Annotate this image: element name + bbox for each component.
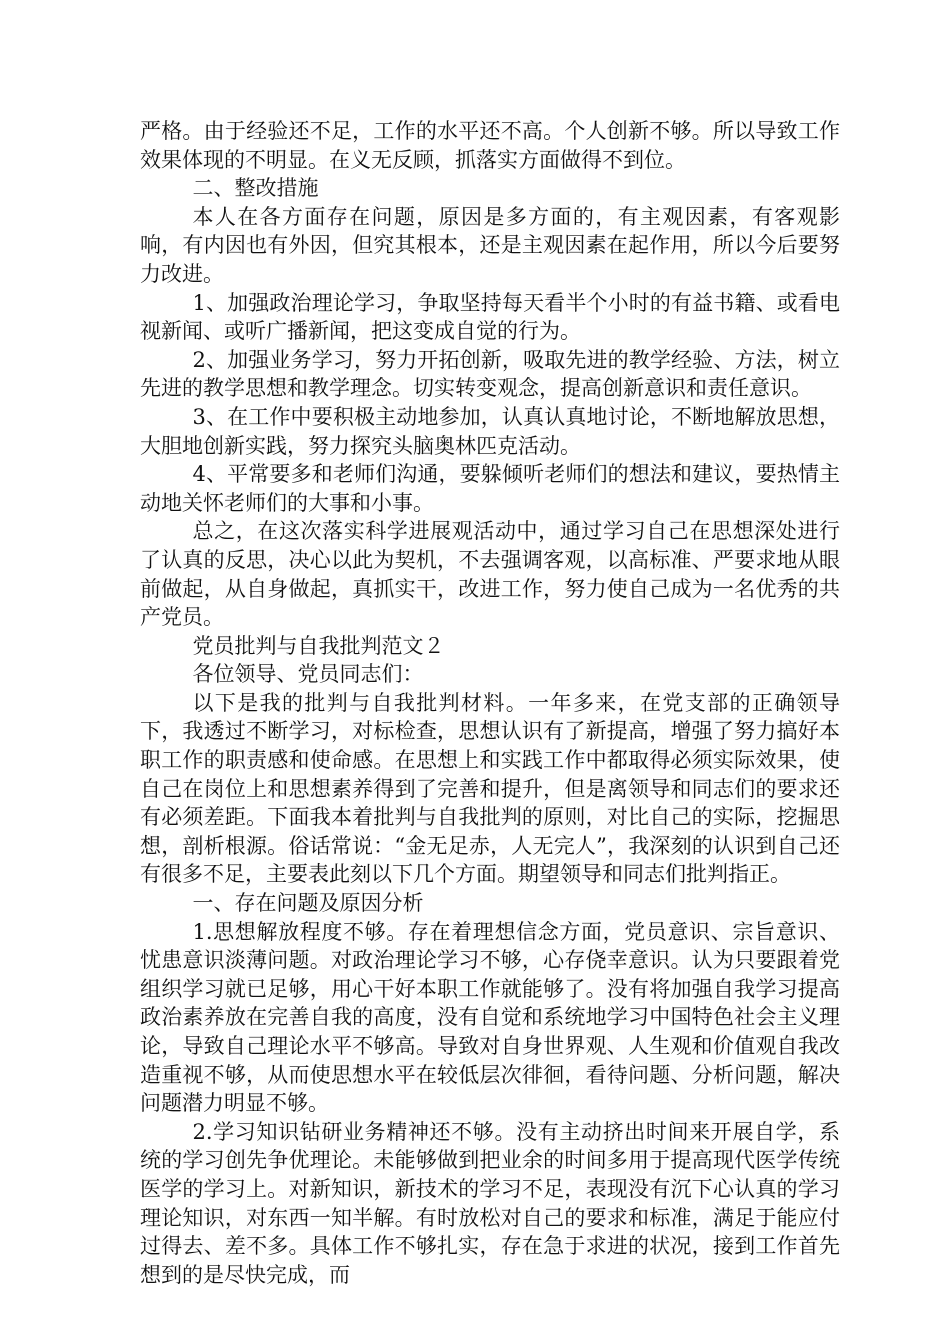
list-item: 4、平常要多和老师们沟通，要躲倾听老师们的想法和建议，要热情主动地关怀老师们的大事和小事。	[140, 462, 840, 515]
document-page	[140, 117, 840, 1289]
list-item: 2、加强业务学习，努力开拓创新，吸取先进的教学经验、方法，树立先进的教学思想和教学理念。切实转变观念，提高创新意识和责任意识。	[140, 347, 840, 401]
document-title: 党员批判与自我批判范文２	[192, 633, 445, 658]
list-item: 2.学习知识钻研业务精神还不够。没有主动挤出时间来开展自学，系统的学习创先争优理论。未能够做到把业余的时间多用于提高现代医学传统医学的学习上。对新知识，新技术的学习不足，表现没有沉下心认真的学习理论知识，对东西一知半解。有时放松对自己的要求和标准，满足于能应付过得去、差不多。具体工作不够扎实，存在急于求进的状况，接到工作首先想到的是尽快完成，而	[140, 1119, 840, 1287]
paragraph: 本人在各方面存在问题，原因是多方面的，有主观因素，有客观影响，有内因也有外因，但究其根本，还是主观因素在起作用，所以今后要努力改进。	[140, 204, 840, 286]
section-heading-rectification: 二、整改措施	[192, 176, 319, 201]
paragraph-summary: 总之，在这次落实科学进展观活动中，通过学习自己在思想深处进行了认真的反思，决心以此为契机，不去强调客观，以高标准、严要求地从眼前做起，从自身做起，真抓实干，改进工作，努力使自己成为一名优秀的共产党员。	[140, 519, 840, 630]
salutation: 各位领导、党员同志们：	[192, 662, 424, 687]
paragraph-continuation: 严格。由于经验还不足，工作的水平还不高。个人创新不够。所以导致工作效果体现的不明显。在义无反顾，抓落实方面做得不到位。	[140, 119, 840, 172]
list-item: 1.思想解放程度不够。存在着理想信念方面，党员意识、宗旨意识、忧患意识淡薄问题。对政治理论学习不够，心存侥幸意识。认为只要跟着党组织学习就已足够，用心干好本职工作就能够了。没有将加强自我学习提高政治素养放在完善自我的高度，没有自觉和系统地学习中国特色社会主义理论，导致自己理论水平不够高。导致对自身世界观、人生观和价值观自我改造重视不够，从而使思想水平在较低层次徘徊，看待问题、分析问题，解决问题潜力明显不够。	[140, 919, 840, 1116]
list-item: 3、在工作中要积极主动地参加，认真认真地讨论，不断地解放思想，大胆地创新实践，努力探究头脑奥林匹克活动。	[140, 404, 840, 458]
list-item: 1、加强政治理论学习，争取坚持每天看半个小时的有益书籍、或看电视新闻、或听广播新闻，把这变成自觉的行为。	[140, 290, 840, 344]
paragraph: 以下是我的批判与自我批判材料。一年多来，在党支部的正确领导下，我透过不断学习，对标检查，思想认识有了新提高，增强了努力搞好本职工作的职责感和使命感。在思想上和实践工作中都取得必须实际效果，使自己在岗位上和思想素养得到了完善和提升，但是离领导和同志们的要求还有必须差距。下面我本着批判与自我批判的原则，对比自己的实际，挖掘思想，剖析根源。俗话常说：“金无足赤，人无完人”，我深刻的认识到自己还有很多不足，主要表此刻以下几个方面。期望领导和同志们批判指正。	[140, 690, 840, 887]
section-heading-problems: 一、存在问题及原因分析	[192, 891, 424, 916]
